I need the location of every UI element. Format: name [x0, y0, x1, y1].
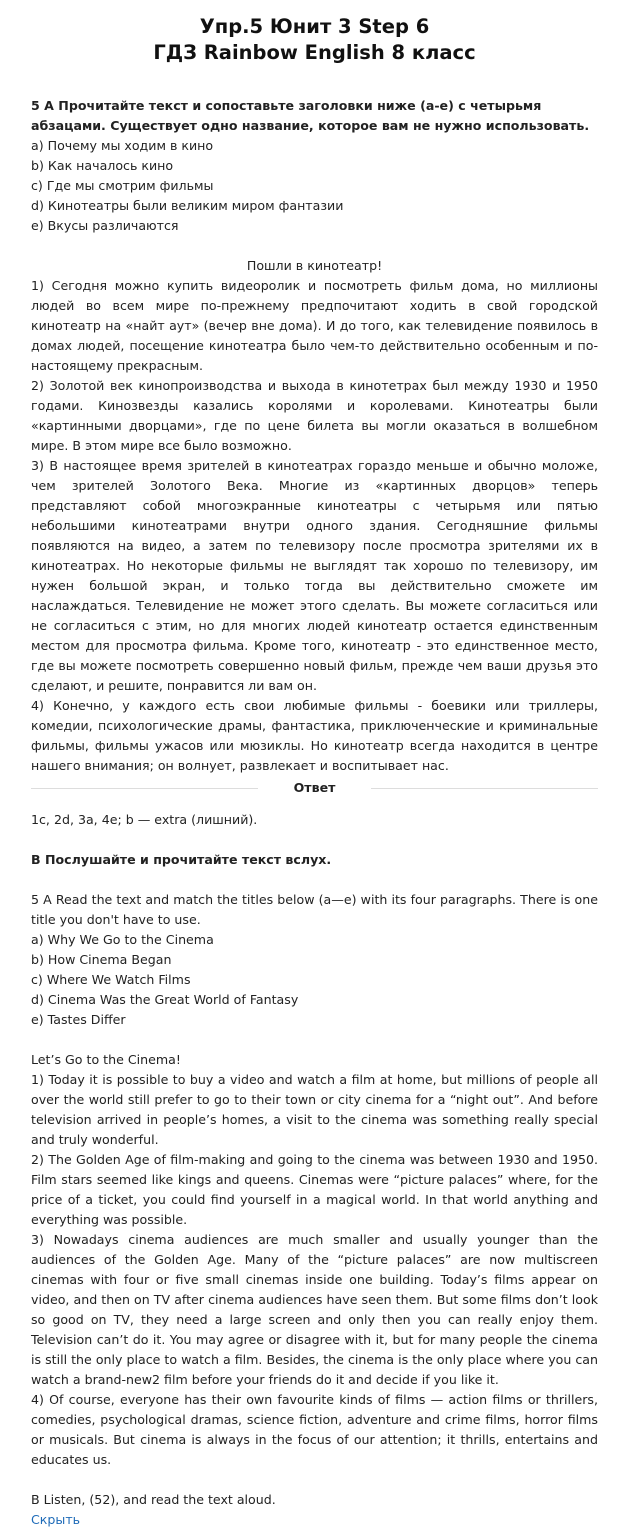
- task-ru-paragraph: 4) Конечно, у каждого есть свои любимые фильмы - боевики или триллеры, комедии, психологические драмы, фантастика, приключенческие и криминальные фильмы, фильмы ужасов или мюзиклы. Но кинотеатр всегда находится в центре нашего внимания; он волнует, развлекает и воспитывает нас.: [31, 698, 598, 773]
- divider-line-right: [371, 788, 598, 789]
- task-ru-paragraph: 3) В настоящее время зрителей в кинотеатрах гораздо меньше и обычно моложе, чем зрителей Золотого Века. Многие из «картинных дворцов» теперь представляют собой многоэкранные кинотеатры с четырьмя или пятью небольшими кинотеатрами внутри одного здания. Сегодняшние фильмы появляются на видео, а затем по телевизору после просмотра зрителями их в кинотеатрах. Но некоторые фильмы не выглядят так хорошо по телевизору, им нужен большой экран, и только тогда вы действительно сможете им наслаждаться. Телевидение не может этого сделать. Вы можете согласиться или не согласиться с этим, но для многих людей кинотеатр остается единственным местом для просмотра фильма. Кроме того, кинотеатр - это единственное место, где вы можете посмотреть совершенно новый фильм, прежде чем ваши друзья это сделают, и решите, понравится ли вам он.: [31, 458, 598, 693]
- task-en: [31, 890, 598, 1510]
- task-ru: [31, 96, 598, 776]
- answer-task-b: В Послушайте и прочитайте текст вслух.: [31, 852, 332, 867]
- answer-divider: [31, 778, 598, 798]
- task-ru-option: c) Где мы смотрим фильмы: [31, 178, 214, 193]
- task-ru-instruction: 5 A Прочитайте текст и сопоставьте заголовки ниже (a-e) с четырьмя абзацами. Существует одно название, которое вам не нужно использовать.: [31, 98, 590, 133]
- answer-label: Ответ: [293, 780, 336, 795]
- task-en-paragraph: 1) Today it is possible to buy a video and watch a film at home, but millions of people all over the world still prefer to go to their town or city cinema for a “night out”. And before television arrived in people’s homes, a visit to the cinema was something really special and truly wonderful.: [31, 1072, 598, 1147]
- task-ru-option: e) Вкусы различаются: [31, 218, 179, 233]
- task-ru-option: d) Кинотеатры были великим миром фантазии: [31, 198, 344, 213]
- divider-line-left: [31, 788, 258, 789]
- task-en-option: b) How Cinema Began: [31, 952, 172, 967]
- task-en-option: d) Cinema Was the Great World of Fantasy: [31, 992, 299, 1007]
- page-title-line1: Упр.5 Юнит 3 Step 6: [199, 15, 430, 38]
- answer-section: [31, 810, 598, 890]
- task-en-option: c) Where We Watch Films: [31, 972, 191, 987]
- answer-text: 1c, 2d, 3a, 4e; b — extra (лишний).: [31, 812, 258, 827]
- task-ru-text-title: Пошли в кинотеатр!: [246, 258, 383, 273]
- page-title: [31, 0, 598, 66]
- task-ru-paragraph: 2) Золотой век кинопроизводства и выхода в кинотетрах был между 1930 и 1950 годами. Кинозвезды казались королями и королевами. Кинотеатры были «картинными дворцами», где по цене билета вы могли оказаться в волшебном мире. В этом мире все было возможно.: [31, 378, 598, 453]
- task-en-text-title: Let’s Go to the Cinema!: [31, 1052, 181, 1067]
- task-en-paragraph: 3) Nowadays cinema audiences are much smaller and usually younger than the audiences of the Golden Age. Many of the “picture palaces” are now multiscreen cinemas with four or five small cinemas inside one building. Today’s films appear on video, and then on TV after cinema audiences have seen them. But some films don’t look so good on TV, they need a large screen and only then you can really enjoy them. Television can’t do it. You may agree or disagree with it, but for many people the cinema is still the only place to watch a film. Besides, the cinema is the only place where you can watch a brand-new2 film before your friends do it and decide if you like it.: [31, 1232, 598, 1387]
- task-en-task-b: B Listen, (52), and read the text aloud.: [31, 1492, 276, 1507]
- task-ru-option: b) Как началось кино: [31, 158, 174, 173]
- task-en-option: e) Tastes Differ: [31, 1012, 126, 1027]
- hide-link[interactable]: Скрыть: [31, 1512, 81, 1527]
- page-title-line2: ГДЗ Rainbow English 8 класс: [153, 41, 476, 64]
- task-en-paragraph: 4) Of course, everyone has their own favourite kinds of films — action films or thrillers, comedies, psychological dramas, science fiction, adventure and crime films, horror films or musicals. But cinema is always in the focus of our attention; it thrills, entertains and educates us.: [31, 1392, 598, 1467]
- task-en-paragraph: 2) The Golden Age of film-making and going to the cinema was between 1930 and 1950. Film stars seemed like kings and queens. Cinemas were “picture palaces” where, for the price of a ticket, you could find yourself in a magical world. In that world anything and everything was possible.: [31, 1152, 598, 1227]
- task-ru-option: a) Почему мы ходим в кино: [31, 138, 214, 153]
- task-en-option: a) Why We Go to the Cinema: [31, 932, 214, 947]
- task-en-instruction: 5 A Read the text and match the titles below (a—e) with its four paragraphs. There is one title you don't have to use.: [31, 892, 598, 927]
- task-ru-paragraph: 1) Сегодня можно купить видеоролик и посмотреть фильм дома, но миллионы людей во всем мире по-прежнему предпочитают ходить в свой городской кинотеатр на «найт аут» (вечер вне дома). И до того, как телевидение появилось в домах людей, посещение кинотеатра было чем-то действительно особенным и по-настоящему прекрасным.: [31, 278, 598, 373]
